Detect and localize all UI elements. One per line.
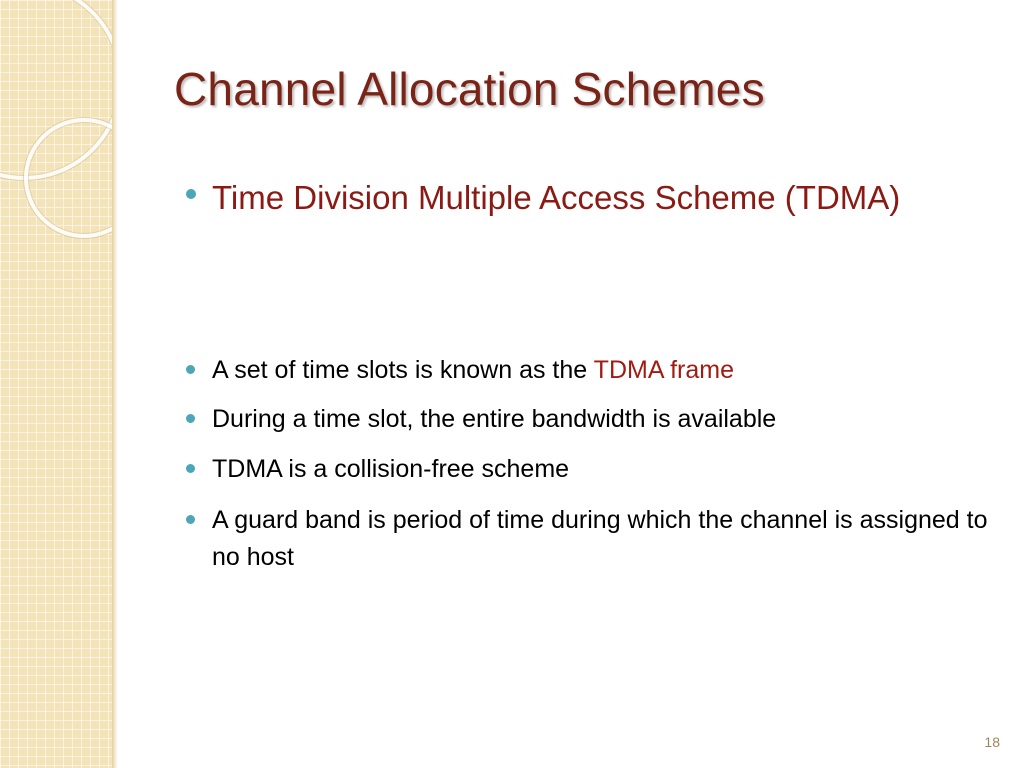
slide-title: Channel Allocation Schemes xyxy=(174,63,765,115)
sub-bullet xyxy=(186,401,1001,439)
page-number: 18 xyxy=(984,734,1000,750)
sub-bullet-text: During a time slot, the entire bandwidth is available xyxy=(212,405,777,433)
bullet-dot-icon xyxy=(186,464,195,473)
sub-bullet xyxy=(186,451,1001,489)
decorative-side-strip xyxy=(0,0,112,768)
sub-bullet xyxy=(186,502,1001,578)
main-bullet-text: Time Division Multiple Access Scheme (TDMA) xyxy=(212,179,901,216)
bullet-dot-icon xyxy=(186,414,195,423)
tdma-frame-highlight: TDMA frame xyxy=(593,356,734,384)
bullet-dot-icon xyxy=(186,515,195,524)
sub-bullet-text-prefix: A set of time slots is known as the xyxy=(212,356,594,384)
sub-bullet-text xyxy=(212,352,1001,389)
side-strip-edge xyxy=(112,0,118,768)
bullet-dot-icon xyxy=(186,189,196,199)
sub-bullet xyxy=(186,352,1001,390)
main-bullet xyxy=(186,176,1001,266)
sub-bullet-text: TDMA is a collision-free scheme xyxy=(212,455,570,483)
sub-bullet-text: A guard band is period of time during which the channel is assigned to no host xyxy=(212,506,988,571)
bullet-dot-icon xyxy=(186,365,195,374)
